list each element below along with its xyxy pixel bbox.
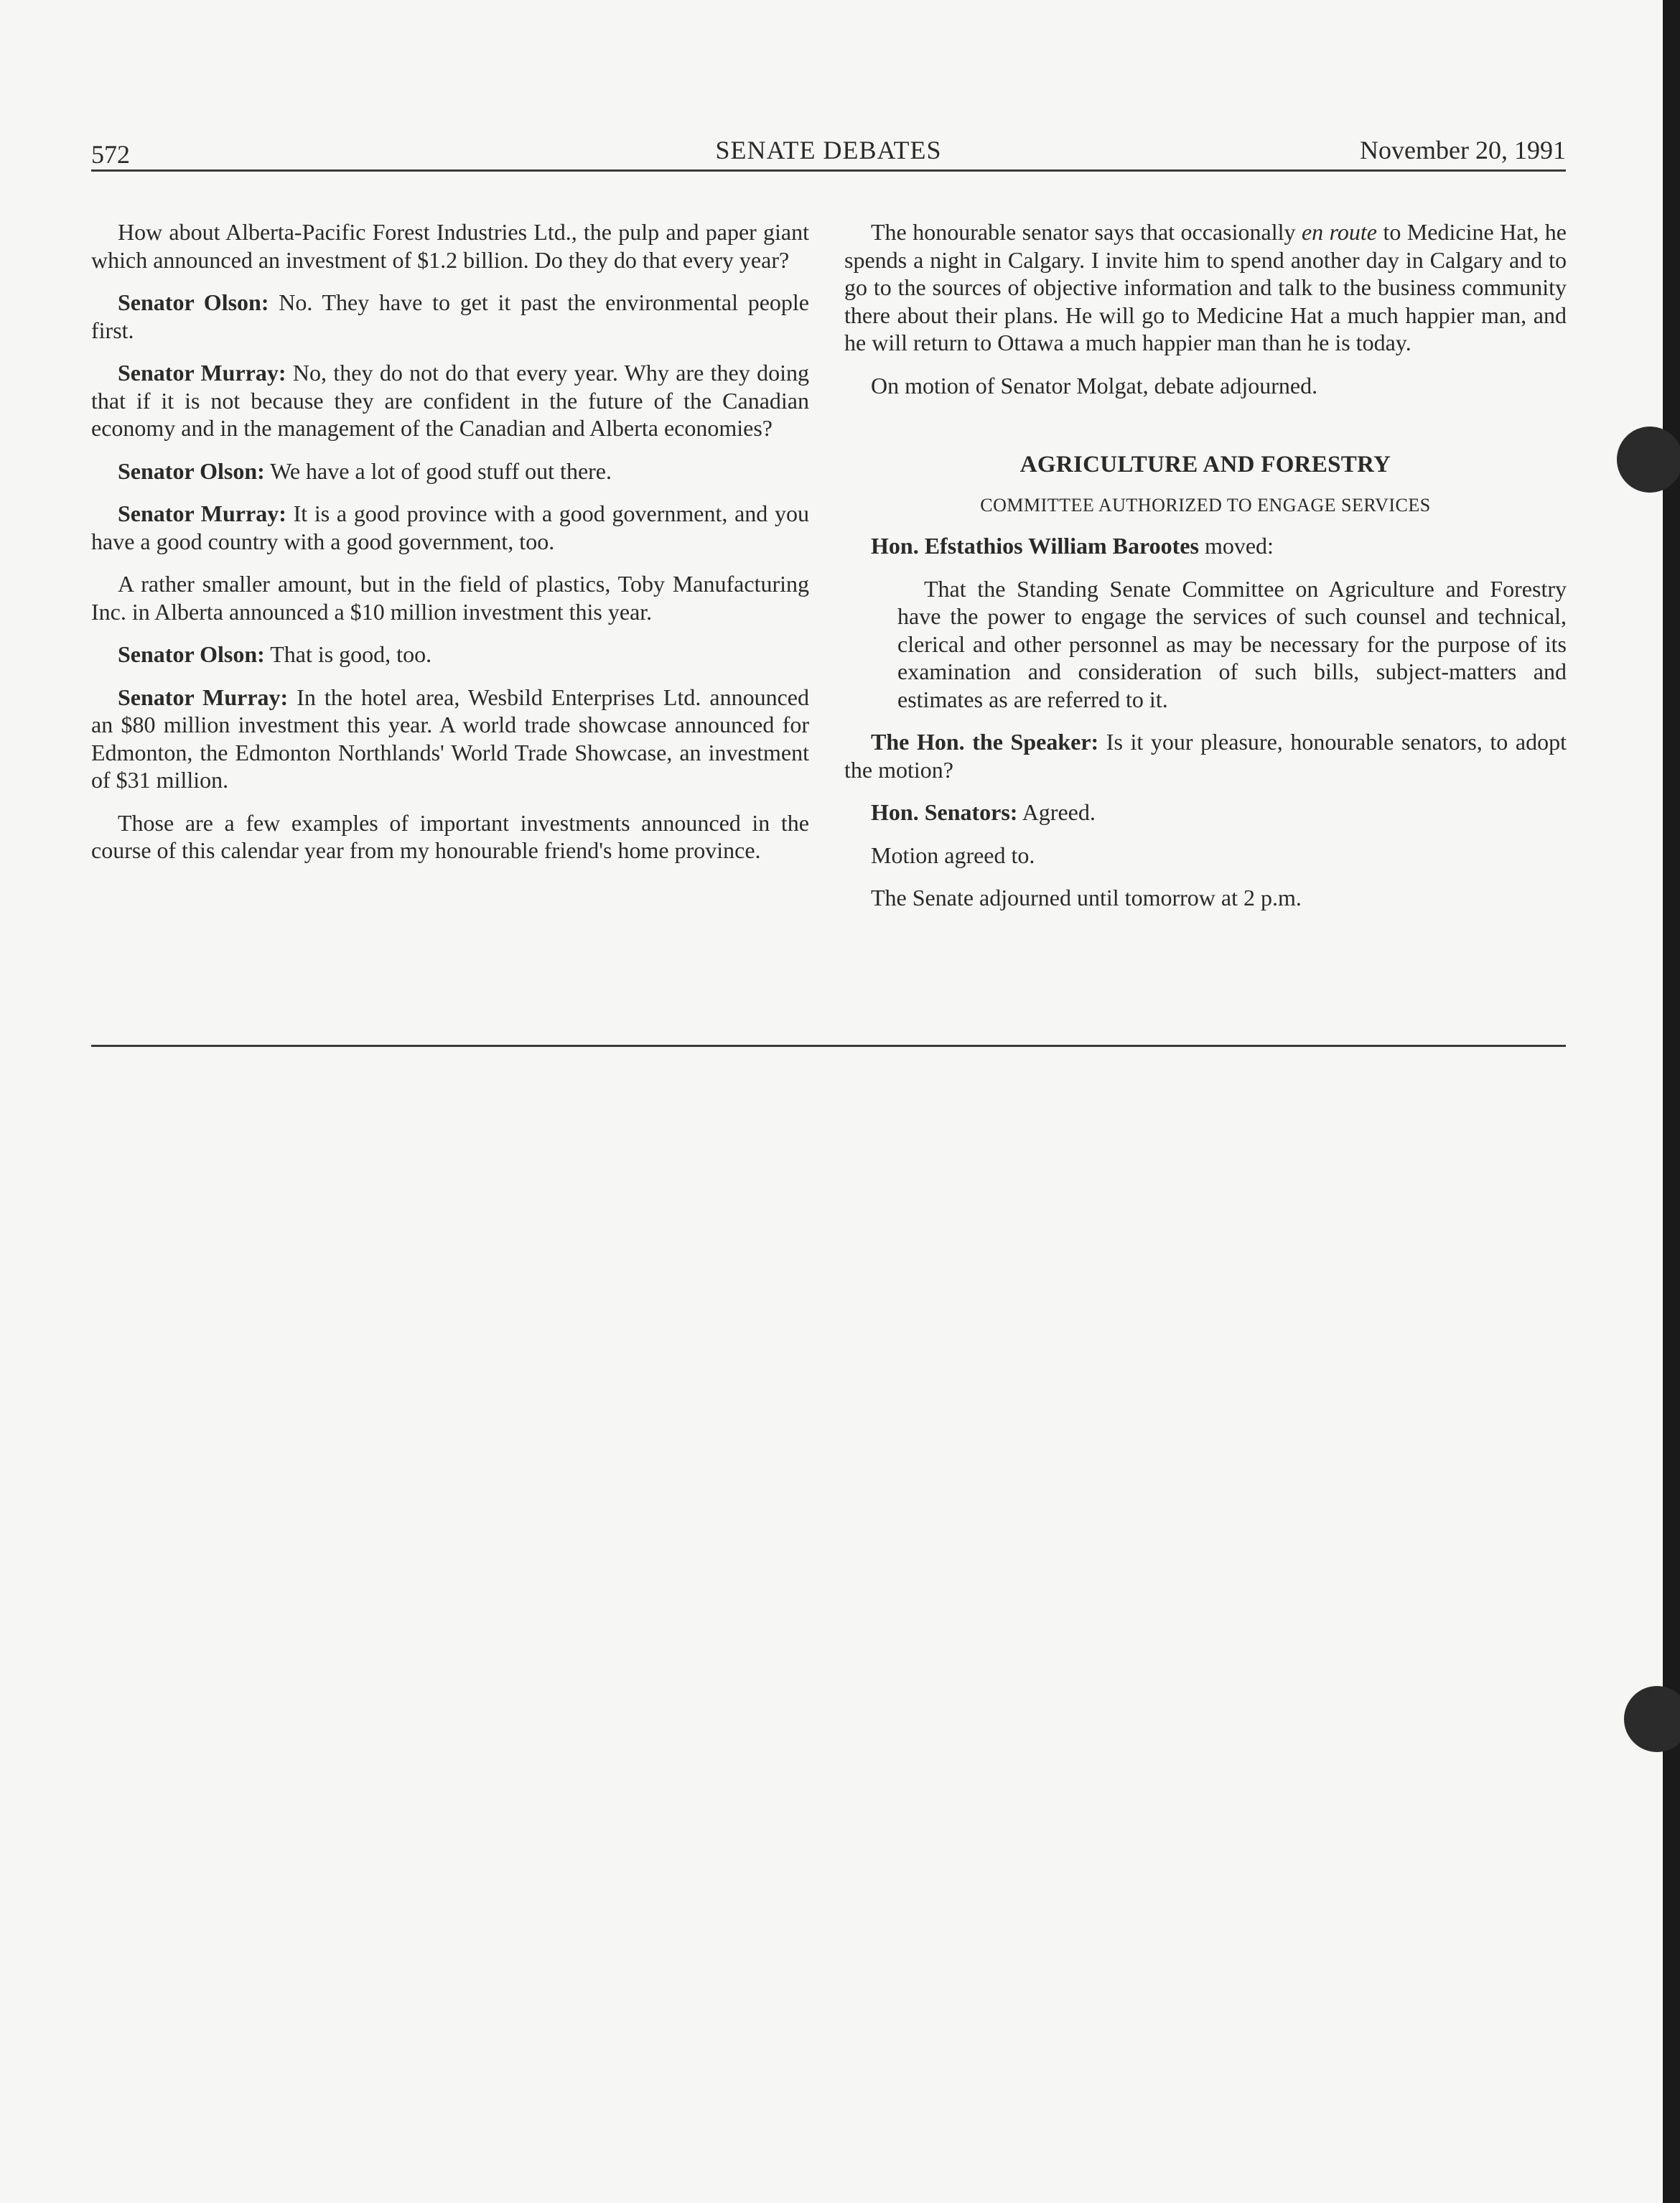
italic-phrase: en route xyxy=(1301,219,1377,245)
paragraph xyxy=(844,842,1567,870)
paragraph xyxy=(844,728,1567,783)
paragraph xyxy=(844,218,1567,357)
header-date: November 20, 1991 xyxy=(1360,136,1566,164)
paragraph-text: Those are a few examples of important investments announced in the course of this calendar year from my honourable friend's home province. xyxy=(91,809,809,863)
page-number: 572 xyxy=(91,140,130,169)
left-column xyxy=(91,218,809,880)
paragraph xyxy=(91,289,809,344)
paragraph xyxy=(91,457,809,485)
paragraph-text: moved: xyxy=(1198,533,1274,559)
running-title: SENATE DEBATES xyxy=(715,136,942,164)
paragraph-text: Is it your pleasure, honourable senators, to adopt the motion? xyxy=(844,729,1567,783)
paragraph-text: How about Alberta-Pacific Forest Industries Ltd., the pulp and paper giant which announced an investment of $1.2 billion. Do they do that every year? xyxy=(91,219,809,273)
paragraph-text: The honourable senator says that occasionally xyxy=(871,219,1302,245)
page-edge xyxy=(1663,0,1680,2203)
paragraph-text: We have a lot of good stuff out there. xyxy=(264,457,612,484)
speaker-name: Senator Murray: xyxy=(118,684,289,710)
footer-rule xyxy=(91,1045,1566,1047)
speaker-name: Senator Murray: xyxy=(118,500,286,526)
punch-hole-top xyxy=(1617,427,1680,493)
paragraph xyxy=(91,809,809,865)
punch-hole-bottom xyxy=(1624,1686,1680,1752)
motion-text xyxy=(897,575,1567,714)
paragraph-text: In the hotel area, Wesbild Enterprises Ltd. announced an $80 million investment this year. A world trade showcase announced for Edmonton, the Edmonton Northlands' World Trade Showcase, an investment of $31 million. xyxy=(91,684,810,793)
paragraph-text: That is good, too. xyxy=(264,641,432,667)
paragraph-text: to Medicine Hat, he spends a night in Calgary. I invite him to spend another day in Calgary and to go to the sources of objective information and talk to the business community there about their plans. He will go to Medicine Hat a much happier man, and he will return to Ottawa a much happier man than he is today. xyxy=(844,219,1567,355)
paragraph xyxy=(91,218,809,274)
speaker-name: Senator Olson: xyxy=(118,641,265,667)
paragraph-text: Motion agreed to. xyxy=(871,842,1035,868)
paragraph-text: Agreed. xyxy=(1017,799,1096,825)
page-header xyxy=(91,129,1566,171)
paragraph xyxy=(91,570,809,625)
paragraph xyxy=(91,359,809,442)
section-heading: AGRICULTURE AND FORESTRY xyxy=(1019,452,1391,478)
speaker-name: Senator Olson: xyxy=(118,289,269,315)
paragraph xyxy=(844,372,1567,400)
paragraph xyxy=(844,532,1567,560)
paragraph xyxy=(844,798,1567,826)
paragraph xyxy=(91,684,809,794)
right-column xyxy=(844,218,1567,927)
paragraph-text: No. They have to get it past the environmental people first. xyxy=(91,289,810,343)
header-rule xyxy=(91,169,1566,172)
speaker-name: Senator Olson: xyxy=(118,457,265,484)
paragraph-text: On motion of Senator Molgat, debate adjourned. xyxy=(871,372,1318,399)
speaker-name: Senator Murray: xyxy=(118,360,286,386)
sub-heading: COMMITTEE AUTHORIZED TO ENGAGE SERVICES xyxy=(980,494,1431,516)
paragraph-text: No, they do not do that every year. Why are they doing that if it is not because they are confident in the future of the Canadian economy and in the management of the Canadian and Alberta economies? xyxy=(91,360,810,441)
speaker-name: Hon. Efstathios William Barootes xyxy=(871,533,1199,559)
paragraph-text: That the Standing Senate Committee on Agriculture and Forestry have the power to engage the services of such counsel and technical, clerical and other personnel as may be necessary for the purpose of its examination and consideration of such bills, subject-matters and estimates as are referred to it. xyxy=(897,575,1567,712)
speaker-name: The Hon. the Speaker: xyxy=(871,729,1099,755)
paragraph-text: A rather smaller amount, but in the field of plastics, Toby Manufacturing Inc. in Alberta announced a $10 million investment this year. xyxy=(91,571,809,625)
paragraph xyxy=(91,500,809,555)
paragraph xyxy=(91,641,809,669)
paragraph-text: The Senate adjourned until tomorrow at 2 p.m. xyxy=(871,885,1302,910)
paragraph xyxy=(844,884,1567,912)
paragraph-text: It is a good province with a good government, and you have a good country with a good government, too. xyxy=(91,500,810,554)
speaker-name: Hon. Senators: xyxy=(871,799,1018,825)
